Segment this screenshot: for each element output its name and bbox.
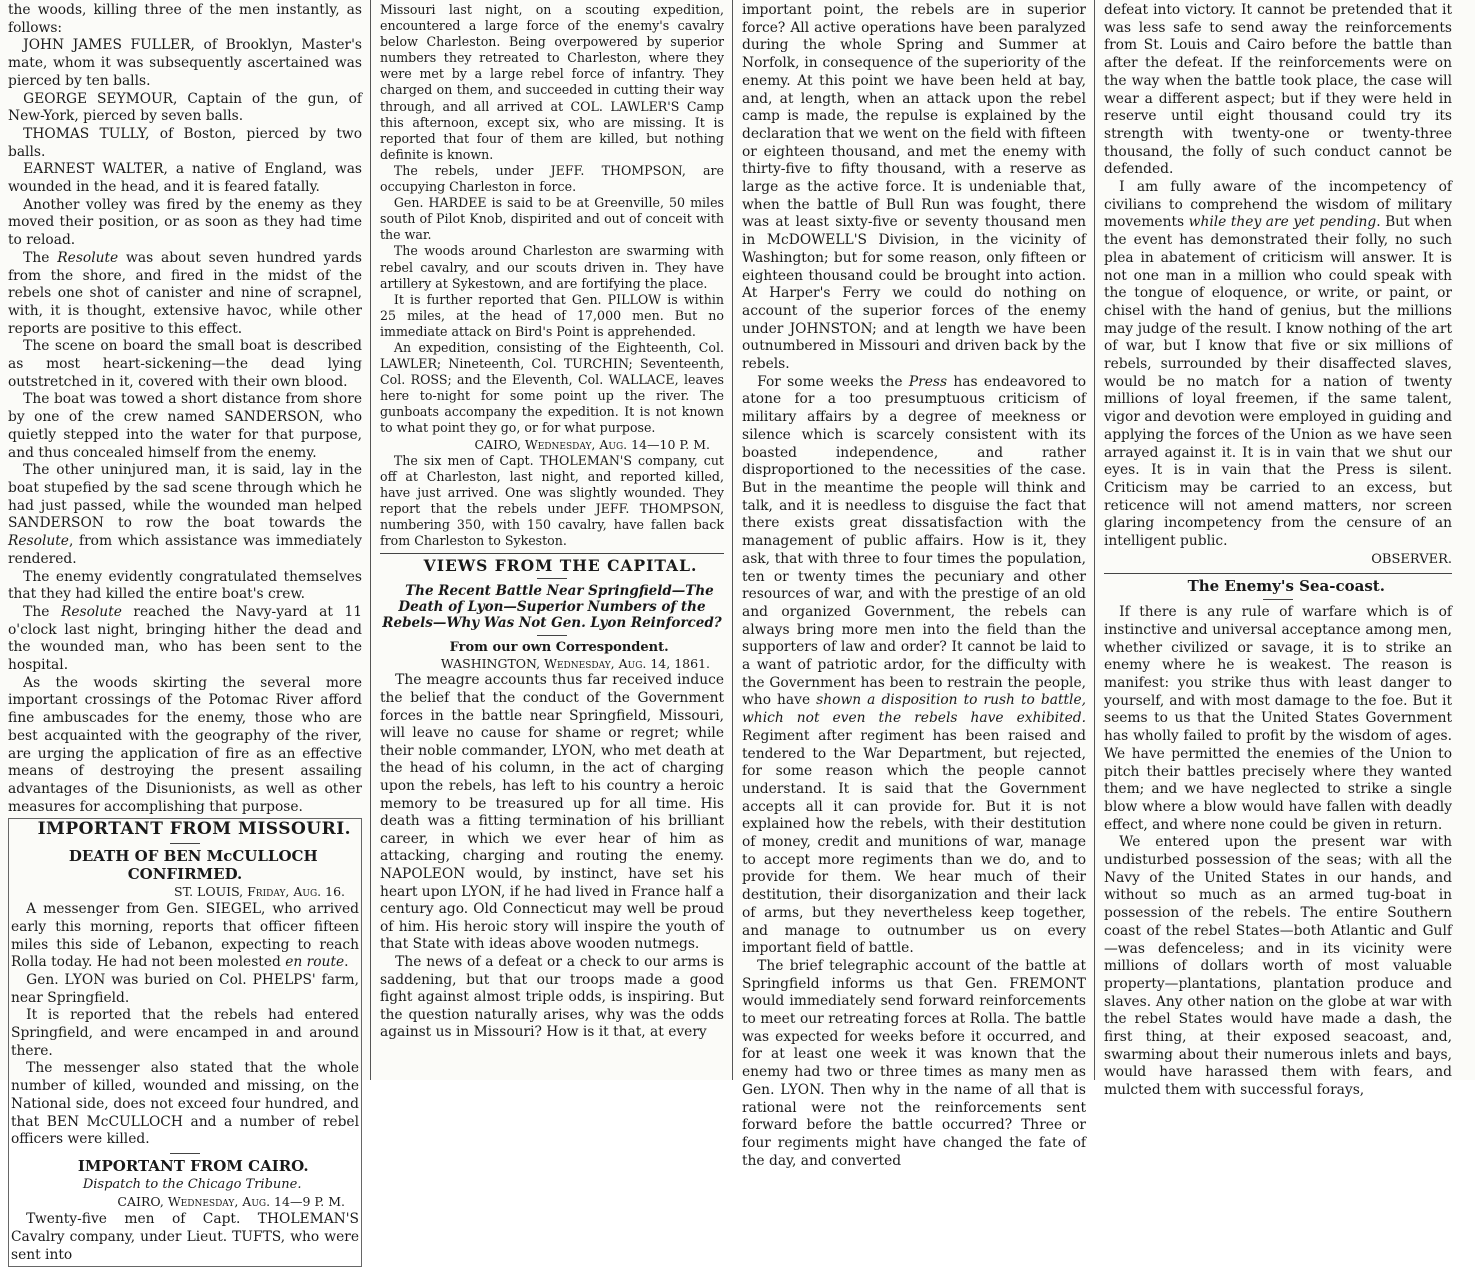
divider — [1104, 573, 1452, 574]
divider — [380, 553, 724, 554]
dispatch-source: Dispatch to the Chicago Tribune. — [82, 1176, 302, 1192]
text-run: The other uninjured man, it is said, lay in the boat stupefied by the sad scene through which he had just passed, while the wounded man helped SANDERSON to row the boat towards the — [8, 462, 362, 532]
paragraph: The six men of Capt. THOLEMAN'S company, cut off at Charleston, last night, and reported killed, have just arrived. One was slightly wounded. They report that the rebels under JEFF. THOMPSON, numbering 350, with 150 cavalry, have fallen back from Charleston to Sykeston. — [380, 452, 724, 549]
paragraph: The news of a defeat or a check to our arms is saddening, but that our troops made a good fight against almost triple odds, is inspiring. But the question naturally arises, why was the odds against us in Missouri? How is it that, at every — [380, 953, 724, 1041]
column-1 — [0, 0, 370, 1263]
paragraph: The boat was towed a short distance from shore by one of the crew named SANDERSON, who quietly stepped into the water for that purpose, and thus concealed himself from the enemy. — [8, 391, 362, 461]
paragraph: An expedition, consisting of the Eighteenth, Col. LAWLER; Nineteenth, Col. TURCHIN; Seventeenth, Col. ROSS; and the Eleventh, Col. WALLACE, leaves here to-night for some point up the river. The gunboats accompany the expedition. It is not known to what point they go, or for what purpose. — [380, 339, 724, 436]
paragraph: The meagre accounts thus far received induce the belief that the conduct of the Government forces in the battle near Springfield, Missouri, will leave no cause for shame or regret; while their noble commander, LYON, who met death at the head of his column, in the act of charging upon the rebels, has left to his country a heroic memory to be treasured up for all time. His death was a fitting termination of his brilliant career, in which we ever hear of him as attacking, charging and routing the enemy. NAPOLEON would, by instinct, have set his heart upon LYON, if he had lived in France half a century ago. Old Connecticut may well be proud of him. His heroic story will inspire the youth of that State with ideas above wooden nutmegs. — [380, 672, 724, 953]
paragraph: defeat into victory. It cannot be pretended that it was less safe to send away the reinforcements from St. Louis and Cairo before the battle than after the defeat. If the reinforcements were on the way when the battle took place, the case will wear a different aspect; but if they were held in reserve until eight thousand could try its strength with twenty-one or twenty-three thousand, the folly of such conduct cannot be defended. — [1104, 2, 1452, 178]
section-heading: IMPORTANT FROM MISSOURI. — [37, 819, 352, 840]
correspondent-line: From our own Correspondent. — [449, 640, 669, 656]
paragraph: Twenty-five men of Capt. THOLEMAN'S Cavalry company, under Lieut. TUFTS, who were sent into — [11, 1211, 359, 1263]
paragraph: The messenger also stated that the whole number of killed, wounded and missing, on the National side, does not exceed four hundred, and that BEN McCULLOCH and a number of rebel officers were killed. — [11, 1060, 359, 1148]
text-run: has endeavored to atone for a too presumptuous criticism of military affairs by a degree of meekness or silence which is scarcely consistent with its boasted independence, and rather disproportioned to the necessities of the case. But in the meantime the people will think and talk, and it is needless to disguise the fact that there exists great dissatisfaction with the management of public affairs. How is it, they ask, that with three to four times the population, ten or twenty times the pecuniary and other resources of war, and with the prestige of an old and organized Government, the rebels can always bring more men into the field than the supporters of law and order? It cannot be laid to a want of patriotic ardor, for the difficulty with the Government has been to restrain the people, who have — [742, 373, 1087, 709]
paragraph: the woods, killing three of the men instantly, as follows: — [8, 2, 362, 36]
paragraph: THOMAS TULLY, of Boston, pierced by two balls. — [8, 125, 362, 160]
paragraph: The brief telegraphic account of the battle at Springfield informs us that Gen. FREMONT would immediately send forward reinforcements to meet our retreating forces at Rolla. The battle was expected for weeks before it occurred, and for at least one week it was known that the enemy had two or three times as many men as Gen. LYON. Then why in the name of all that is rational were not the reinforcements sent forward before the battle occurred? Three or four regiments might have changed the fate of the day, and converted — [742, 957, 1086, 1169]
divider — [537, 578, 567, 579]
paragraph: The rebels, under JEFF. THOMPSON, are occupying Charleston in force. — [380, 162, 724, 195]
column-rule — [370, 0, 371, 1080]
section-heading: The Enemy's Sea-coast. — [1187, 576, 1385, 595]
paragraph: It is further reported that Gen. PILLOW is within 25 miles, at the head of 17,000 men. But no immediate attack on Bird's Point is apprehended. — [380, 291, 724, 339]
italic-phrase: en route — [285, 954, 345, 971]
text-run: I am fully aware of the incompetency of civilians to comprehend the wisdom of military movements — [1104, 179, 1452, 231]
paragraph — [8, 462, 362, 568]
column-2 — [372, 0, 732, 1080]
paragraph — [11, 901, 359, 972]
missouri-section — [8, 818, 362, 1267]
text-run: The — [23, 603, 61, 620]
paragraph — [742, 374, 1086, 958]
paragraph: Missouri last night, on a scouting expedition, encountered a large force of the enemy's cavalry below Charleston. Being overpowered by superior numbers they retreated to Charleston, where they were met by a large rebel force of infantry. They charged on them, and succeeded in cutting their way through, and all arrived at COL. LAWLER'S Camp this afternoon, except six, who are missing. It is reported that four of them are killed, but nothing definite is known. — [380, 2, 724, 162]
text-run: The — [23, 249, 58, 266]
section-heading: IMPORTANT FROM CAIRO. — [77, 1157, 309, 1175]
italic-phrase: while they are yet pending — [1188, 214, 1377, 231]
italic-phrase: Press — [908, 373, 948, 390]
divider — [170, 843, 200, 844]
text-run: For some weeks the — [757, 373, 909, 390]
text-run: Regiment after regiment has been raised and tendered to the War Department, but rejected, for some reason which the people cannot understand. It is said that the Government accepts all it can provide for. But it is not explained how the rebels, with their destitution of money, credit and munitions of war, manage to accept more regiments than we do, and to provide for them. We hear much of their destitution, their disorganization and their lack of arms, but they nevertheless keep together, and manage to outnumber us on every important field of battle. — [742, 727, 1086, 957]
italic-phrase: shown a disposition to rush to battle, which not even the rebels have exhibited. — [742, 692, 1086, 727]
dateline: CAIRO, Wednesday, Aug. 14—9 P. M. — [117, 1194, 345, 1210]
ship-name: Resolute — [60, 603, 122, 620]
text-run: , from which assistance was immediately rendered. — [8, 533, 362, 567]
paragraph — [1104, 179, 1452, 551]
paragraph: It is reported that the rebels had entered Springfield, and were encamped in and around there. — [11, 1007, 359, 1059]
column-4 — [1096, 0, 1460, 1099]
paragraph: The enemy evidently congratulated themselves that they had killed the entire boat's crew. — [8, 568, 362, 603]
signature: OBSERVER. — [1371, 551, 1452, 567]
paragraph: Another volley was fired by the enemy as they moved their position, or as soon as they had time to reload. — [8, 196, 362, 249]
dateline: CAIRO, Wednesday, Aug. 14—10 P. M. — [474, 436, 710, 452]
paragraph: We entered upon the present war with undisturbed possession of the seas; with all the Navy of the United States in our hands, and without so much as an armed tug-boat in possession of the rebels. The entire Southern coast of the rebel States—both Atlantic and Gulf—was defenceless; and in its vicinity were millions of dollars worth of most valuable property—plantations, plantation produce and slaves. Any other nation on the globe at war with the rebel States would have made a dash, the first thing, at their exposed seacoast, and, swarming about their numerous inlets and bays, would have harassed them with fears, and mulcted them with successful forays, — [1104, 834, 1452, 1099]
text-run: . But when the event has demonstrated their folly, no such plea in abatement of criticism will answer. It is not one man in a million who could speak with the tongue of eloquence, or write, or paint, or chisel with the hand of genius, but the millions may judge of the result. I know nothing of the art of war, but I know that five or six millions of rebels, surrounded by their disaffected slaves, would be no match for a nation of twenty millions of loyal freemen, if the same talent, vigor and devotion were employed in guiding and applying the forces of the Union as we have seen arrayed against it. It is in vain that we shut our eyes. It is in vain that the Press is silent. Criticism may be carried to an excess, but reticence will not amend matters, nor screen glaring incompetency from the censure of an intelligent public. — [1104, 214, 1452, 550]
text-run: . — [344, 954, 349, 971]
column-rule — [1094, 0, 1095, 1080]
text-run: A messenger from Gen. SIEGEL, who arrived early this morning, reports that officer fifteen miles this side of Lebanon, expecting to reach Rolla today. He had not been molested — [11, 901, 359, 971]
paragraph: GEORGE SEYMOUR, Captain of the gun, of New-York, pierced by seven balls. — [8, 90, 362, 125]
ship-name: Resolute — [8, 533, 69, 550]
divider — [537, 635, 567, 636]
column-rule — [732, 0, 733, 1080]
paragraph: Gen. LYON was buried on Col. PHELPS' farm, near Springfield. — [11, 971, 359, 1006]
paragraph: EARNEST WALTER, a native of England, was wounded in the head, and it is feared fatally. — [8, 161, 362, 196]
paragraph: The scene on board the small boat is described as most heart-sickening—the dead lying outstretched in it, covered with their own blood. — [8, 338, 362, 390]
paragraph — [8, 604, 362, 675]
section-heading: VIEWS FROM THE CAPITAL. — [423, 556, 698, 576]
paragraph: As the woods skirting the several more important crossings of the Potomac River afford fine ambuscades for the enemy, those who are best acquainted with the geography of the river, are urging the application of fire as an effective means of destroying the present assailing advantages of the Disunionists, as well as other measures for accomplishing that purpose. — [8, 674, 362, 815]
dateline: WASHINGTON, Wednesday, Aug. 14, 1861. — [440, 656, 710, 672]
divider — [170, 1153, 200, 1154]
headline-deck: The Recent Battle Near Springfield—The Death of Lyon—Superior Numbers of the Rebels—Why Was Not Gen. Lyon Reinforced? — [382, 583, 722, 632]
column-3 — [734, 0, 1094, 1169]
dateline: ST. LOUIS, Friday, Aug. 16. — [174, 884, 345, 900]
divider — [1263, 599, 1293, 600]
sub-heading: DEATH OF BEN McCULLOCH CONFIRMED. — [68, 847, 318, 883]
paragraph: The woods around Charleston are swarming with rebel cavalry, and our scouts driven in. They have artillery at Sykestown, and are fortifying the place. — [380, 243, 724, 291]
paragraph: important point, the rebels are in superior force? All active operations have been paralyzed during the whole Spring and Summer at Norfolk, in consequence of the superiority of the enemy. At this point we have been held at bay, and, at length, when an attack upon the rebel camp is made, the repulse is explained by the declaration that we went on the field with fifteen or eighteen thousand, and met the enemy with thirty-five to fifty thousand, with a reserve as large as the active force. It is undeniable that, when the battle of Bull Run was fought, there was at least sixty-five or seventy thousand men in McDOWELL'S Division, in the vicinity of Washington; but for some reason, only fifteen or eighteen thousand could be brought into action. At Harper's Ferry we could do nothing on account of the superior forces of the enemy under JOHNSTON; and at length we have been outnumbered in Missouri and driven back by the rebels. — [742, 2, 1086, 373]
text-run: was about seven hundred yards from the shore, and fired in the midst of the rebels one shot of canister and nine of scrapnel, with, it is thought, extensive havoc, while other reports are positive to this effect. — [8, 249, 362, 337]
paragraph: If there is any rule of warfare which is of instinctive and universal acceptance among men, whether civilized or savage, it is to strike an enemy where he is weakest. The reason is manifest: you strike thus with least danger to yourself, and with most damage to the foe. But it seems to us that the United States Government has wholly failed to profit by the wisdom of ages. We have permitted the enemies of the Union to pitch their battles precisely where they wanted them; and we have neglected to strike a single blow where a blow would have fallen with deadly effect, and where none could be given in return. — [1104, 604, 1452, 833]
ship-name: Resolute — [57, 249, 119, 266]
paragraph — [8, 250, 362, 339]
text-run: reached the Navy-yard at 11 o'clock last night, bringing hither the dead and the wounded man, who has been sent to the hospital. — [8, 603, 362, 674]
paragraph: Gen. HARDEE is said to be at Greenville, 50 miles south of Pilot Knob, dispirited and out of conceit with the war. — [380, 195, 724, 243]
paragraph: JOHN JAMES FULLER, of Brooklyn, Master's mate, whom it was subsequently ascertained was pierced by ten balls. — [8, 37, 362, 89]
